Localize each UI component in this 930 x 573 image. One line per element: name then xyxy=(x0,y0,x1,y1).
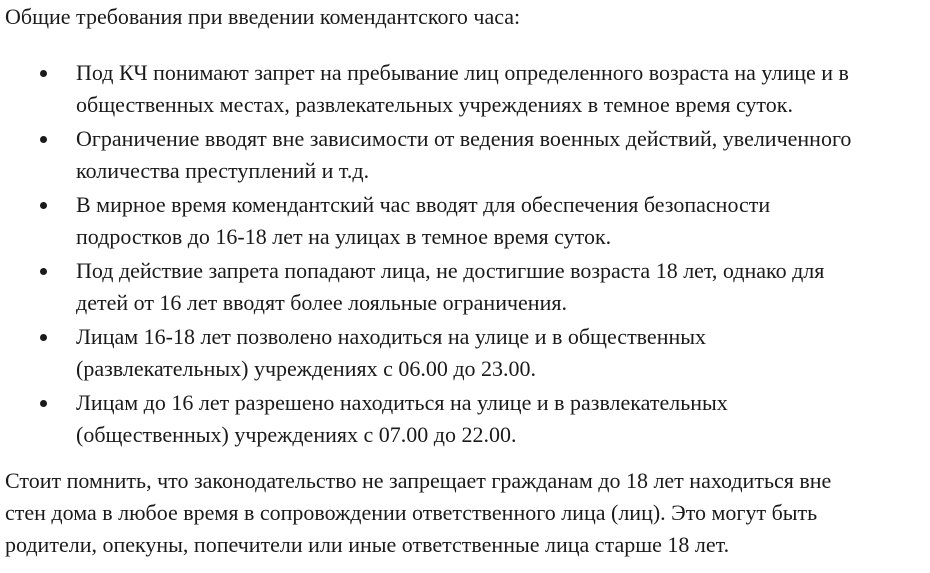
bullet-icon xyxy=(40,400,47,407)
list-item-line: подростков до 16-18 лет на улицах в темное время суток. xyxy=(76,224,612,249)
section-heading: Общие требования при введении комендантского часа: xyxy=(5,4,521,29)
list-item xyxy=(0,387,930,451)
paragraph-line: Стоит помнить, что законодательство не запрещает гражданам до 18 лет находиться вне xyxy=(5,468,832,493)
bullet-icon xyxy=(40,136,47,143)
closing-paragraph xyxy=(5,465,920,561)
list-item-line: количества преступлений и т.д. xyxy=(76,158,370,183)
list-item xyxy=(0,57,930,121)
bullet-icon xyxy=(40,268,47,275)
list-item-line: общественных местах, развлекательных учреждениях в темное время суток. xyxy=(76,92,793,117)
list-item-line: Под действие запрета попадают лица, не достигшие возраста 18 лет, однако для xyxy=(76,258,825,283)
bullet-icon xyxy=(40,334,47,341)
list-item-line: (развлекательных) учреждениях с 06.00 до 23.00. xyxy=(76,356,537,381)
bullet-icon xyxy=(40,202,47,209)
paragraph-line: родители, опекуны, попечители или иные ответственные лица старше 18 лет. xyxy=(5,532,730,557)
list-item-line: Ограничение вводят вне зависимости от ведения военных действий, увеличенного xyxy=(76,126,852,151)
list-item xyxy=(0,123,930,187)
paragraph-line: стен дома в любое время в сопровождении ответственного лица (лиц). Это могут быть xyxy=(5,500,818,525)
list-item xyxy=(0,255,930,319)
list-item-line: (общественных) учреждениях с 07.00 до 22.00. xyxy=(76,422,517,447)
list-item-line: В мирное время комендантский час вводят для обеспечения безопасности xyxy=(76,192,771,217)
list-item-line: Лицам 16-18 лет позволено находиться на улице и в общественных xyxy=(76,324,707,349)
list-item xyxy=(0,321,930,385)
list-item xyxy=(0,189,930,253)
bullet-icon xyxy=(40,70,47,77)
list-item-line: Лицам до 16 лет разрешено находиться на улице и в развлекательных xyxy=(76,390,728,415)
requirements-list xyxy=(0,57,930,453)
list-item-line: детей от 16 лет вводят более лояльные ограничения. xyxy=(76,290,567,315)
list-item-line: Под КЧ понимают запрет на пребывание лиц определенного возраста на улице и в xyxy=(76,60,849,85)
